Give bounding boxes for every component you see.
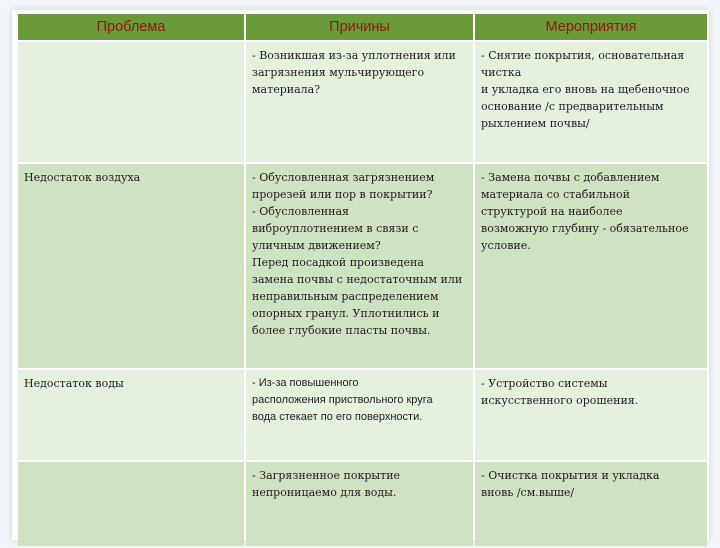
cell-line: - Обусловленная загрязнением xyxy=(252,171,435,184)
measures-cell xyxy=(475,370,707,460)
cell-line: опорных гранул. Уплотнились и xyxy=(252,307,440,320)
measures-cell xyxy=(475,164,707,368)
cell-line: основание /с предварительным xyxy=(481,100,664,113)
cell-line: виброуплотнением в связи с xyxy=(252,222,419,235)
table-row xyxy=(18,164,707,368)
cell-line: чистка xyxy=(481,66,522,79)
cell-line: - Из-за повышенного xyxy=(252,377,359,389)
cell-line: условие. xyxy=(481,239,531,252)
cell-line: уличным движением? xyxy=(252,239,381,252)
cell-line: неправильным распределением xyxy=(252,290,439,303)
cell-line: искусственного орошения. xyxy=(481,394,639,407)
cell-line: материала со стабильной xyxy=(481,188,630,201)
cell-line: возможную глубину - обязательное xyxy=(481,222,689,235)
cell-line: - Устройство системы xyxy=(481,377,608,390)
causes-cell xyxy=(246,370,473,460)
cell-line: - Очистка покрытия и укладка xyxy=(481,469,660,482)
problem-cell xyxy=(18,42,244,162)
causes-cell xyxy=(246,462,473,546)
cell-line: прорезей или пор в покрытии? xyxy=(252,188,433,201)
cell-line: и укладка его вновь на щебеночное xyxy=(481,83,690,96)
problem-cell: Недостаток воды xyxy=(18,370,244,460)
cell-line: замена почвы с недостаточным или xyxy=(252,273,463,286)
cell-line: непроницаемо для воды. xyxy=(252,486,397,499)
cell-line: - Снятие покрытия, основательная xyxy=(481,49,685,62)
cell-line: - Возникшая из-за уплотнения или xyxy=(252,49,456,62)
problem-cell xyxy=(18,462,244,546)
table-header-row xyxy=(18,14,707,40)
cell-line: вода стекает по его поверхности. xyxy=(252,411,423,423)
cell-line: рыхлением почвы/ xyxy=(481,117,590,130)
measures-cell xyxy=(475,462,707,546)
header-measures: Мероприятия xyxy=(475,14,707,40)
cell-line: вновь /см.выше/ xyxy=(481,486,575,499)
header-causes: Причины xyxy=(246,14,473,40)
cell-line: материала? xyxy=(252,83,321,96)
cell-line: Перед посадкой произведена xyxy=(252,256,424,269)
cell-line: расположения приствольного круга xyxy=(252,394,433,406)
table-row xyxy=(18,42,707,162)
problems-table xyxy=(16,12,709,548)
cell-line: - Замена почвы с добавлением xyxy=(481,171,660,184)
problem-cell: Недостаток воздуха xyxy=(18,164,244,368)
measures-cell xyxy=(475,42,707,162)
table-row xyxy=(18,370,707,460)
cell-line: - Загрязненное покрытие xyxy=(252,469,401,482)
cell-line: более глубокие пласты почвы. xyxy=(252,324,431,337)
table-row xyxy=(18,462,707,546)
cell-line: - Обусловленная xyxy=(252,205,349,218)
causes-cell xyxy=(246,42,473,162)
cell-line: загрязнения мульчирующего xyxy=(252,66,425,79)
cell-line: структурой на наиболее xyxy=(481,205,623,218)
header-problem: Проблема xyxy=(18,14,244,40)
causes-cell xyxy=(246,164,473,368)
